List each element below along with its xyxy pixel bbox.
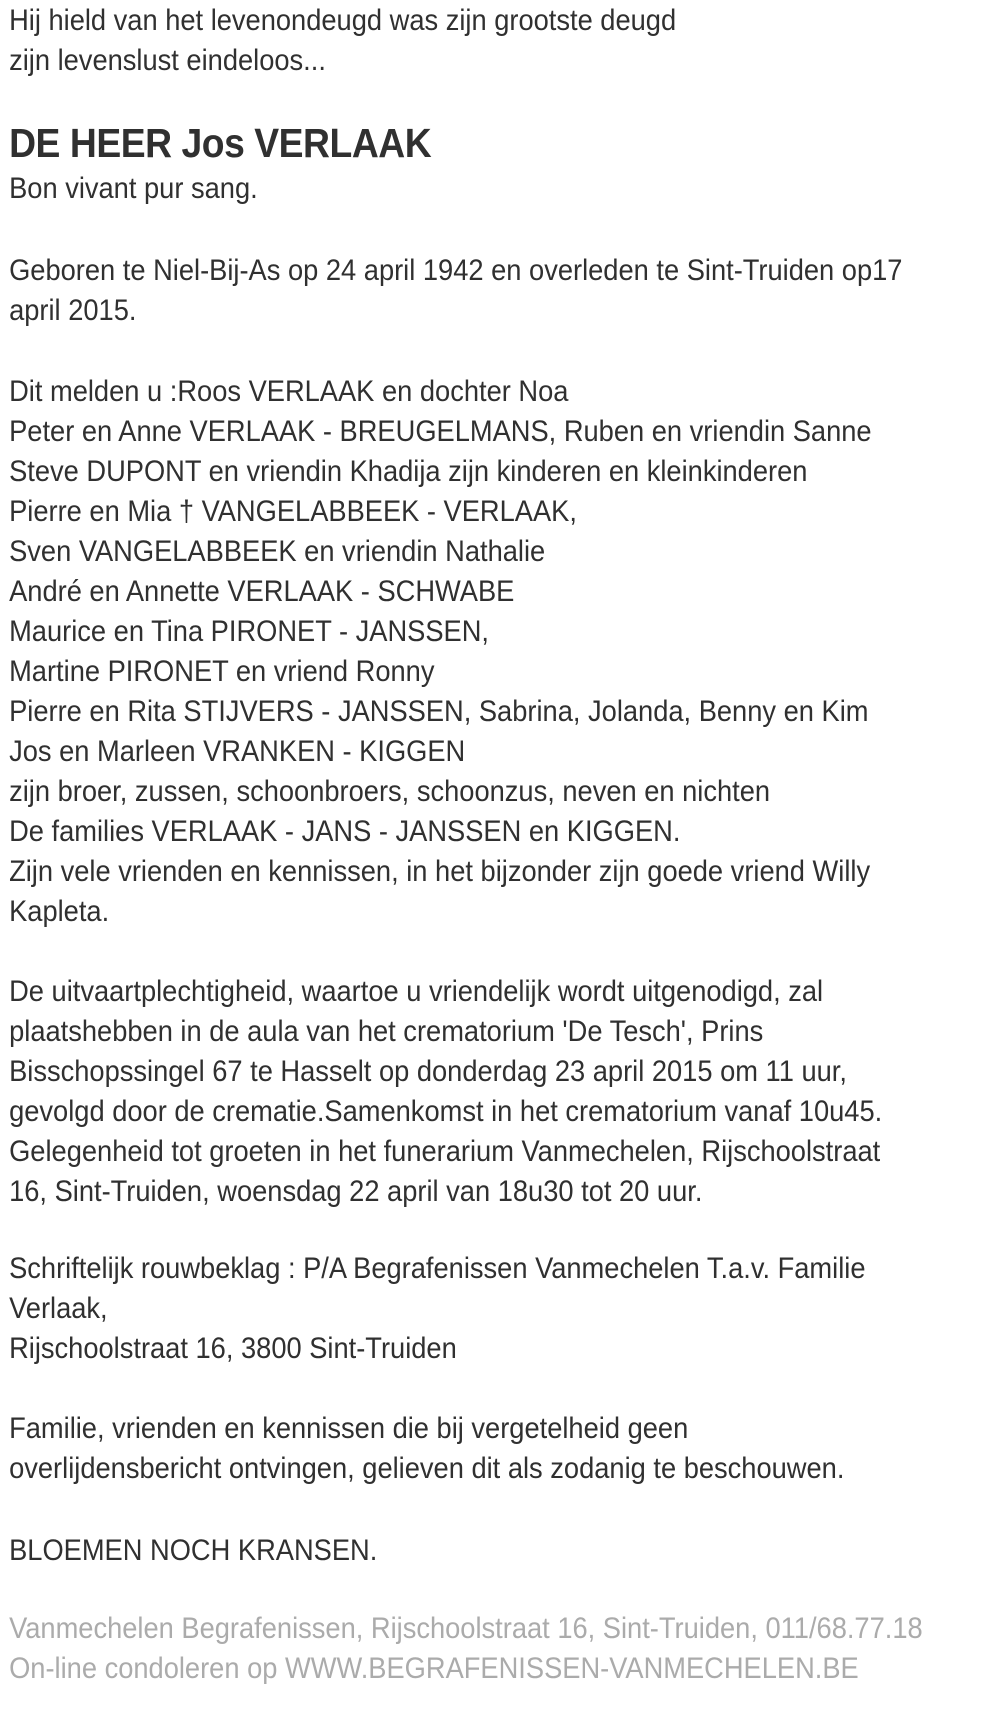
text-line: Schriftelijk rouwbeklag : P/A Begrafenissen Vanmechelen T.a.v. Familie [9,1252,866,1285]
text-line: Zijn vele vrienden en kennissen, in het bijzonder zijn goede vriend Willy [9,855,871,888]
deceased-name-title: DE HEER Jos VERLAAK [9,120,432,166]
notice-paragraph [9,1409,1000,1489]
text-line: Familie, vrienden en kennissen die bij vergetelheid geen [9,1412,689,1445]
text-line: Martine PIRONET en vriend Ronny [9,655,435,688]
text-line: De uitvaartplechtigheid, waartoe u vriendelijk wordt uitgenodigd, zal [9,975,824,1008]
footer [9,1609,1000,1689]
text-line: 16, Sint-Truiden, woensdag 22 april van 18u30 tot 20 uur. [9,1175,703,1208]
text-line: Geboren te Niel-Bij-As op 24 april 1942 en overleden te Sint-Truiden op17 [9,254,903,287]
text-line: Gelegenheid tot groeten in het funerarium Vanmechelen, Rijschoolstraat [9,1135,881,1168]
text-line: gevolgd door de crematie.Samenkomst in het crematorium vanaf 10u45. [9,1095,883,1128]
text-line: Pierre en Rita STIJVERS - JANSSEN, Sabrina, Jolanda, Benny en Kim [9,695,869,728]
text-line: De families VERLAAK - JANS - JANSSEN en KIGGEN. [9,815,681,848]
text-line: André en Annette VERLAAK - SCHWABE [9,575,515,608]
text-line: Maurice en Tina PIRONET - JANSSEN, [9,615,489,648]
text-line: Kapleta. [9,895,110,928]
text-line: Bisschopssingel 67 te Hasselt op donderdag 23 april 2015 om 11 uur, [9,1055,847,1088]
birth-death-paragraph [9,251,1000,331]
text-line: Peter en Anne VERLAAK - BREUGELMANS, Ruben en vriendin Sanne [9,415,872,448]
family-announcement-paragraph [9,372,1000,932]
text-line: Pierre en Mia † VANGELABBEEK - VERLAAK, [9,495,577,528]
text-line: plaatshebben in de aula van het crematorium 'De Tesch', Prins [9,1015,764,1048]
text-line: Dit melden u :Roos VERLAAK en dochter Noa [9,375,569,408]
text-line: Jos en Marleen VRANKEN - KIGGEN [9,735,466,768]
text-line: zijn levenslust eindeloos... [9,44,326,77]
subtitle-line: Bon vivant pur sang. [9,172,258,205]
text-line: Steve DUPONT en vriendin Khadija zijn kinderen en kleinkinderen [9,455,808,488]
intro-paragraph [9,1,1000,81]
condolence-address-paragraph [9,1249,1000,1369]
text-line: april 2015. [9,294,137,327]
text-line: Vanmechelen Begrafenissen, Rijschoolstraat 16, Sint-Truiden, 011/68.77.18 [9,1612,923,1645]
text-line: Sven VANGELABBEEK en vriendin Nathalie [9,535,546,568]
text-line: Rijschoolstraat 16, 3800 Sint-Truiden [9,1332,457,1365]
text-line: On-line condoleren op WWW.BEGRAFENISSEN-VANMECHELEN.BE [9,1652,859,1685]
text-line: zijn broer, zussen, schoonbroers, schoonzus, neven en nichten [9,775,771,808]
text-line: Verlaak, [9,1292,108,1325]
text-line: overlijdensbericht ontvingen, gelieven dit als zodanig te beschouwen. [9,1452,845,1485]
ceremony-details-paragraph [9,972,1000,1212]
flowers-line: BLOEMEN NOCH KRANSEN. [9,1534,378,1567]
text-line: Hij hield van het levenondeugd was zijn grootste deugd [9,4,677,37]
